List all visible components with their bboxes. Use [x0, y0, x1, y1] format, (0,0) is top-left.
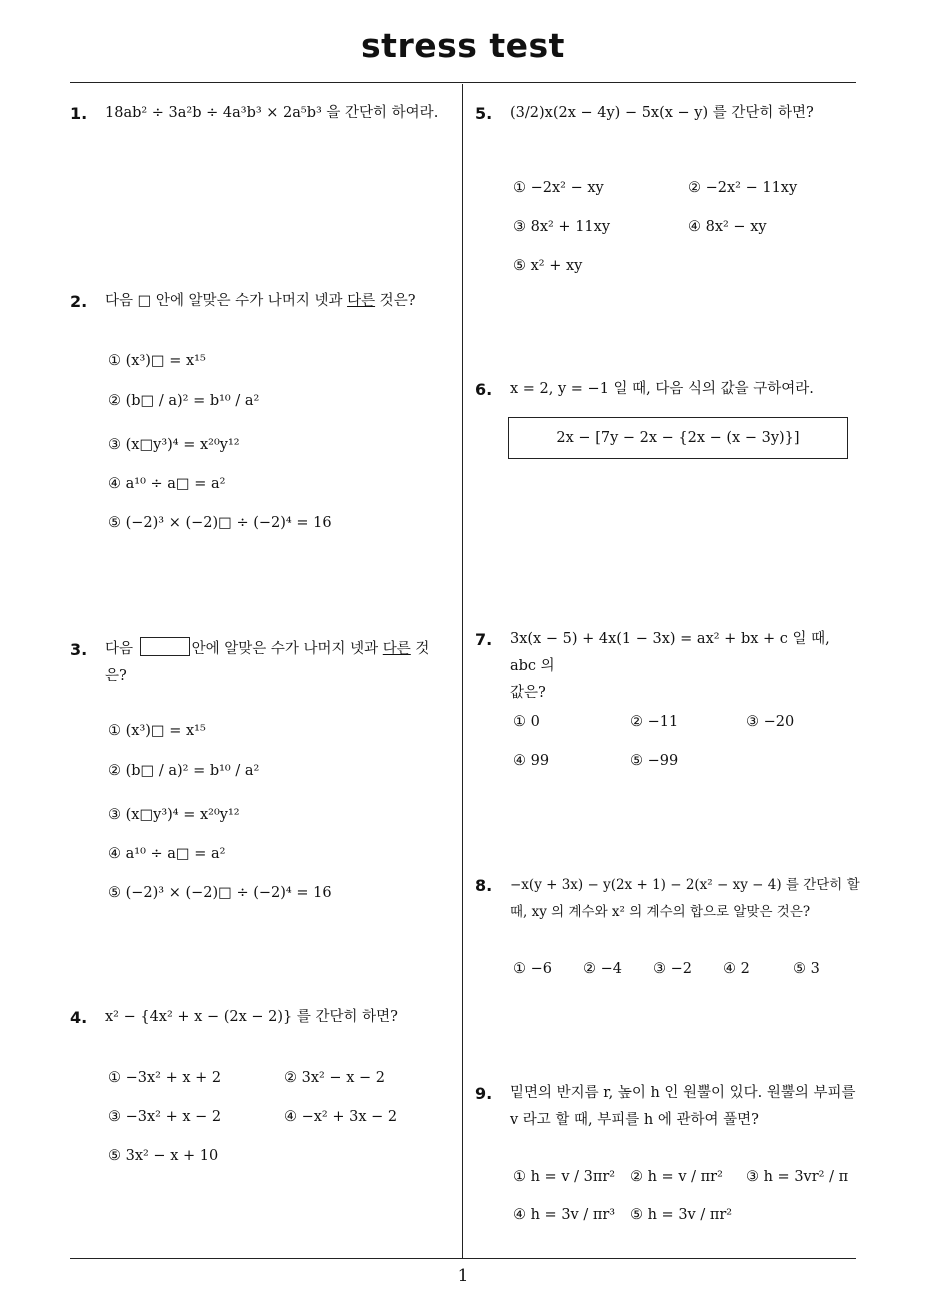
choice-3[interactable]: ③ (x□y³)⁴ = x²⁰y¹² [108, 437, 240, 453]
expression-box: 2x − [7y − 2x − {2x − (x − 3y)}] [508, 417, 848, 459]
choice-2[interactable]: ② (b□ / a)² = b¹⁰ / a² [108, 763, 260, 779]
choice-5[interactable]: ⑤ h = 3v / πr² [630, 1207, 733, 1223]
choice-4[interactable]: ④ 2 [723, 961, 750, 977]
question-number: 4. [70, 1008, 88, 1027]
choice-3[interactable]: ③ 8x² + 11xy [513, 219, 611, 235]
choice-3[interactable]: ③ (x□y³)⁴ = x²⁰y¹² [108, 807, 240, 823]
choice-2[interactable]: ② (b□ / a)² = b¹⁰ / a² [108, 393, 260, 409]
choice-2[interactable]: ② 3x² − x − 2 [284, 1070, 385, 1086]
choice-4[interactable]: ④ h = 3v / πr³ [513, 1207, 616, 1223]
choice-5[interactable]: ⑤ (−2)³ × (−2)□ ÷ (−2)⁴ = 16 [108, 885, 332, 901]
choice-5[interactable]: ⑤ 3 [793, 961, 820, 977]
question-text: (3/2)x(2x − 4y) − 5x(x − y) 를 간단히 하면? [510, 105, 814, 121]
question-text: 다음 안에 알맞은 수가 나머지 넷과 다른 것 은? [105, 636, 429, 690]
header-rule [70, 82, 856, 83]
question-text: −x(y + 3x) − y(2x + 1) − 2(x² − xy − 4) 를 간단히 할 때, xy 의 계수와 x² 의 계수의 합으로 알맞은 것은? [510, 877, 860, 920]
question-number: 5. [475, 104, 493, 123]
page-number: 1 [457, 1266, 469, 1286]
question-number: 3. [70, 640, 88, 659]
question-number: 6. [475, 380, 493, 399]
question-text: x = 2, y = −1 일 때, 다음 식의 값을 구하여라. [510, 381, 814, 397]
choice-2[interactable]: ② −2x² − 11xy [688, 180, 798, 196]
column-divider [462, 84, 463, 1259]
choice-1[interactable]: ① −2x² − xy [513, 180, 604, 196]
choice-4[interactable]: ④ −x² + 3x − 2 [284, 1109, 398, 1125]
question-text: 다음 □ 안에 알맞은 수가 나머지 넷과 다른 것은? [105, 293, 416, 309]
choice-2[interactable]: ② −4 [583, 961, 622, 977]
question-number: 8. [475, 876, 493, 895]
choice-2[interactable]: ② h = v / πr² [630, 1169, 723, 1185]
answer-blank-box [140, 637, 190, 656]
choice-1[interactable]: ① h = v / 3πr² [513, 1169, 616, 1185]
choice-5[interactable]: ⑤ x² + xy [513, 258, 583, 274]
choice-4[interactable]: ④ a¹⁰ ÷ a□ = a² [108, 476, 226, 492]
choice-5[interactable]: ⑤ −99 [630, 753, 679, 769]
question-number: 1. [70, 104, 88, 123]
choice-4[interactable]: ④ 99 [513, 753, 550, 769]
question-text: 3x(x − 5) + 4x(1 − 3x) = ax² + bx + c 일 때, abc 의 값은? [510, 631, 830, 701]
choice-1[interactable]: ① 0 [513, 714, 540, 730]
choice-5[interactable]: ⑤ 3x² − x + 10 [108, 1148, 219, 1164]
question-text: 18ab² ÷ 3a²b ÷ 4a³b³ × 2a⁵b³ 을 간단히 하여라. [105, 105, 439, 121]
question-text: x² − {4x² + x − (2x − 2)} 를 간단히 하면? [105, 1009, 398, 1025]
choice-4[interactable]: ④ a¹⁰ ÷ a□ = a² [108, 846, 226, 862]
choice-3[interactable]: ③ −20 [746, 714, 795, 730]
choice-1[interactable]: ① (x³)□ = x¹⁵ [108, 723, 206, 739]
choice-2[interactable]: ② −11 [630, 714, 679, 730]
choice-3[interactable]: ③ −2 [653, 961, 692, 977]
choice-1[interactable]: ① (x³)□ = x¹⁵ [108, 353, 206, 369]
question-number: 2. [70, 292, 88, 311]
choice-3[interactable]: ③ h = 3vr² / π [746, 1169, 849, 1185]
page-title: stress test [361, 26, 565, 65]
choice-5[interactable]: ⑤ (−2)³ × (−2)□ ÷ (−2)⁴ = 16 [108, 515, 332, 531]
question-text: 밑면의 반지름 r, 높이 h 인 원뿔이 있다. 원뿔의 부피를 v 라고 할 때, 부피를 h 에 관하여 풀면? [510, 1085, 856, 1128]
question-number: 7. [475, 630, 493, 649]
choice-3[interactable]: ③ −3x² + x − 2 [108, 1109, 222, 1125]
choice-1[interactable]: ① −3x² + x + 2 [108, 1070, 222, 1086]
choice-1[interactable]: ① −6 [513, 961, 552, 977]
question-number: 9. [475, 1084, 493, 1103]
footer-rule [70, 1258, 856, 1259]
choice-4[interactable]: ④ 8x² − xy [688, 219, 767, 235]
